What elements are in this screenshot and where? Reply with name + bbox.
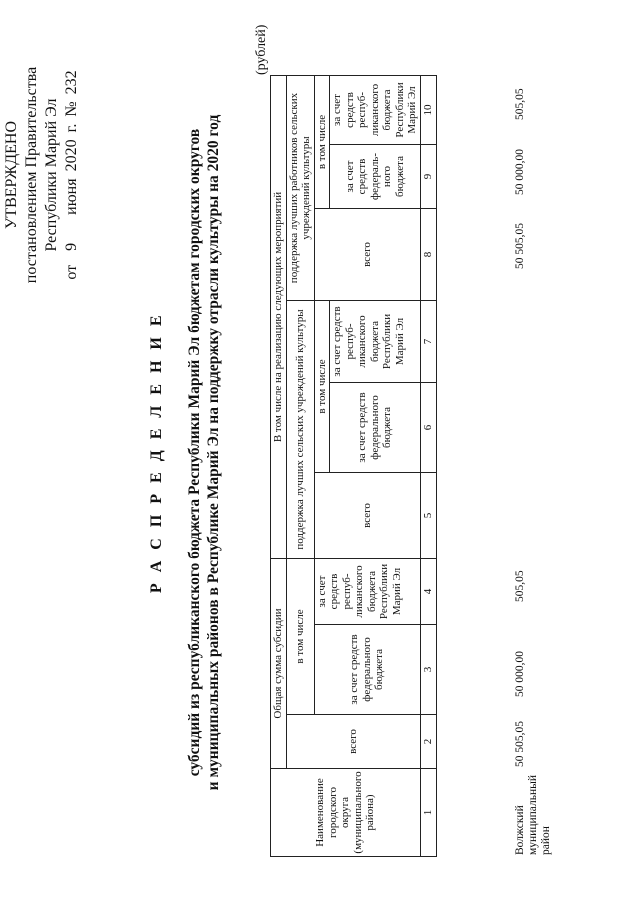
document-title: Р А С П Р Е Д Е Л Е Н И Е [148, 311, 165, 594]
row-b-total: 50 505,05 [514, 223, 526, 269]
distribution-table [270, 75, 437, 857]
header-sub-a: поддержка лучших сельских учреждений культуры [286, 301, 314, 559]
header-activities-group: В том числе на реализацию следующих мероприятий [271, 76, 287, 559]
header-a-including: в том числе [314, 301, 330, 473]
row-total-rep: 505,05 [514, 570, 526, 602]
row-total: 50 505,05 [514, 721, 526, 767]
header-total-rep: за счет средств респуб-ликанского бюджета Республики Марий Эл [314, 559, 420, 625]
approval-line3: Республики Марий Эл [43, 98, 60, 252]
header-a-fed: за счет средств федерального бюджета [330, 383, 421, 473]
header-b-rep: за счет средств респуб-ликанского бюджета Республики Марий Эл [330, 76, 421, 145]
document-subtitle-line2: и муниципальных районов в Республике Марий Эл на поддержку отрасли культуры на 2020 год [205, 114, 222, 791]
col-num: 3 [420, 625, 436, 715]
approval-line1: УТВЕРЖДЕНО [3, 121, 20, 230]
col-num: 9 [420, 145, 436, 209]
row-b-rep: 505,05 [514, 88, 526, 120]
col-num: 10 [420, 76, 436, 145]
approval-stamp [2, 15, 82, 335]
unit-label: (рублей) [254, 24, 269, 75]
col-num: 1 [420, 769, 436, 857]
header-total-fed: за счет средств федерального бюджета [314, 625, 420, 715]
header-b-including: в том числе [314, 76, 330, 209]
col-num: 4 [420, 559, 436, 625]
header-a-all: всего [314, 473, 420, 559]
header-total-all: всего [286, 715, 420, 769]
col-num: 7 [420, 301, 436, 383]
header-sub-b: поддержка лучших работников сельских учреждений культуры [286, 76, 314, 301]
header-b-all: всего [314, 209, 420, 301]
document-subtitle-line1: субсидий из республиканского бюджета Республики Марий Эл бюджетам городских округов [186, 128, 203, 777]
approval-line2: постановлением Правительства [23, 66, 40, 284]
header-b-fed: за счет средств федераль-ного бюджета [330, 145, 421, 209]
column-number-row [420, 76, 436, 857]
approval-line4: от 9 июня 2020 г. № 232 [63, 70, 80, 280]
col-num: 5 [420, 473, 436, 559]
row-total-fed: 50 000,00 [514, 651, 526, 697]
row-b-fed: 50 000,00 [514, 149, 526, 195]
header-a-rep: за счет средств респуб-ликанского бюджета Республики Марий Эл [330, 301, 421, 383]
header-name: Наименование городского округа (муниципального района) [271, 769, 421, 857]
row-name: Волжский муниципальный район [514, 774, 552, 855]
col-num: 8 [420, 209, 436, 301]
col-num: 6 [420, 383, 436, 473]
header-total-including: в том числе [286, 559, 314, 715]
col-num: 2 [420, 715, 436, 769]
header-total-group: Общая сумма субсидии [271, 559, 287, 769]
